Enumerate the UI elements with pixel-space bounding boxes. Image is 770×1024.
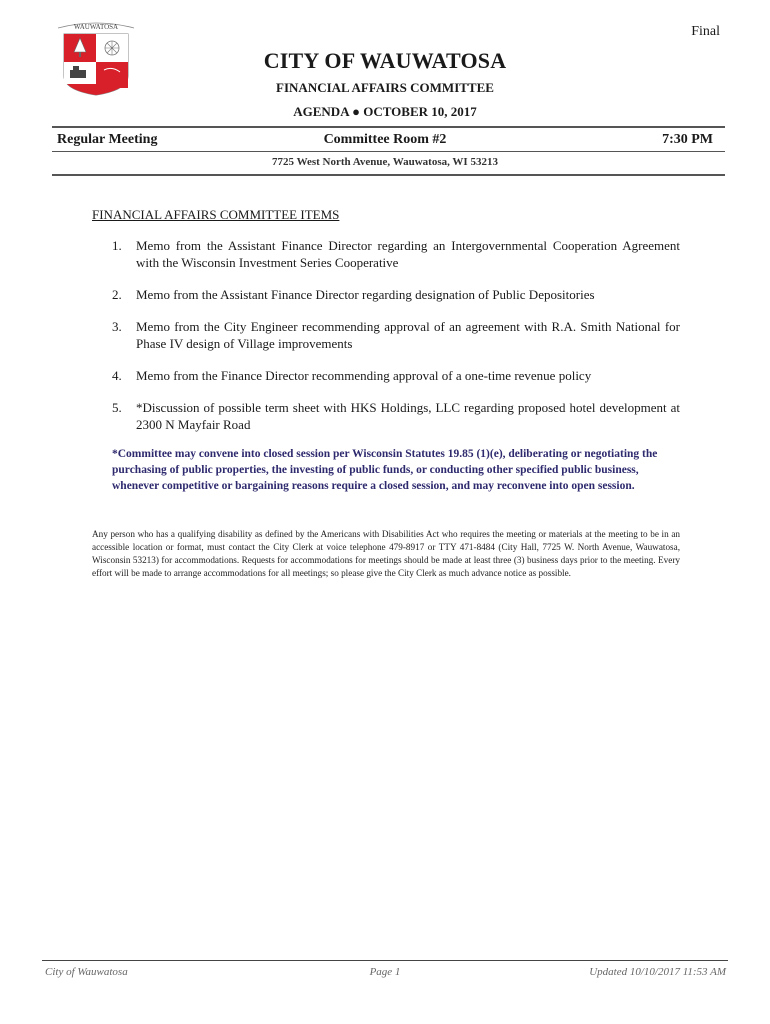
- committee-name: FINANCIAL AFFAIRS COMMITTEE: [276, 80, 494, 95]
- agenda-date: AGENDA ● OCTOBER 10, 2017: [293, 104, 477, 119]
- agenda-item: [112, 237, 680, 271]
- agenda-item: [112, 318, 680, 352]
- section-title: FINANCIAL AFFAIRS COMMITTEE ITEMS: [92, 207, 340, 222]
- item-number: 3.: [112, 319, 122, 334]
- meeting-time: 7:30 PM: [662, 132, 713, 147]
- agenda-item: [112, 367, 680, 384]
- header-divider-top: [52, 126, 725, 128]
- agenda-items-list: [112, 237, 680, 448]
- agenda-item: [112, 399, 680, 433]
- meeting-type: Regular Meeting: [57, 132, 158, 147]
- item-text: Memo from the Assistant Finance Director regarding designation of Public Depositories: [136, 287, 595, 302]
- meeting-address: 7725 West North Avenue, Wauwatosa, WI 53213: [272, 156, 498, 168]
- meeting-room: Committee Room #2: [323, 132, 447, 147]
- agenda-item: [112, 286, 680, 303]
- svg-text:WAUWATOSA: WAUWATOSA: [73, 23, 119, 31]
- page-title: CITY OF WAUWATOSA: [263, 48, 507, 73]
- page-number: Page 1: [369, 966, 401, 978]
- item-number: 1.: [112, 238, 122, 253]
- footer-organization: City of Wauwatosa: [45, 966, 128, 978]
- item-number: 2.: [112, 287, 122, 302]
- item-number: 5.: [112, 400, 122, 415]
- footer-divider: [42, 960, 728, 961]
- document-status: Final: [691, 24, 720, 39]
- item-text: Memo from the Assistant Finance Director regarding an Intergovernmental Cooperation Agreement with the Wisconsin Investment Series Cooperative: [136, 238, 680, 270]
- updated-timestamp: Updated 10/10/2017 11:53 AM: [589, 966, 726, 978]
- item-text: *Discussion of possible term sheet with HKS Holdings, LLC regarding proposed hotel development at 2300 N Mayfair Road: [136, 400, 680, 432]
- header-divider-bottom: [52, 174, 725, 176]
- ada-notice: Any person who has a qualifying disability as defined by the Americans with Disabilities Act who requires the meeting or materials at the meeting to be in an accessible location or format, must contact the City Clerk at voice telephone 479-8917 or TTY 471-8484 (City Hall, 7725 W. North Avenue, Wauwatosa, Wisconsin 53213) for accommodations. Requests for accommodations for meetings should be made at least three (3) business days prior to the meeting. Every effort will be made to arrange accommodations for all meetings; so please give the City Clerk as much advance notice as possible.: [92, 529, 680, 578]
- item-text: Memo from the Finance Director recommending approval of a one-time revenue policy: [136, 368, 592, 383]
- closed-session-note: *Committee may convene into closed session per Wisconsin Statutes 19.85 (1)(e), deliberating or negotiating the purchasing of public properties, the investing of public funds, or conducting other specified public business, whenever competitive or bargaining reasons require a closed session, and may reconvene into open session.: [112, 448, 658, 492]
- item-number: 4.: [112, 368, 122, 383]
- item-text: Memo from the City Engineer recommending approval of an agreement with R.A. Smith National for Phase IV design of Village improvements: [136, 319, 680, 351]
- header-divider-middle: [52, 151, 725, 152]
